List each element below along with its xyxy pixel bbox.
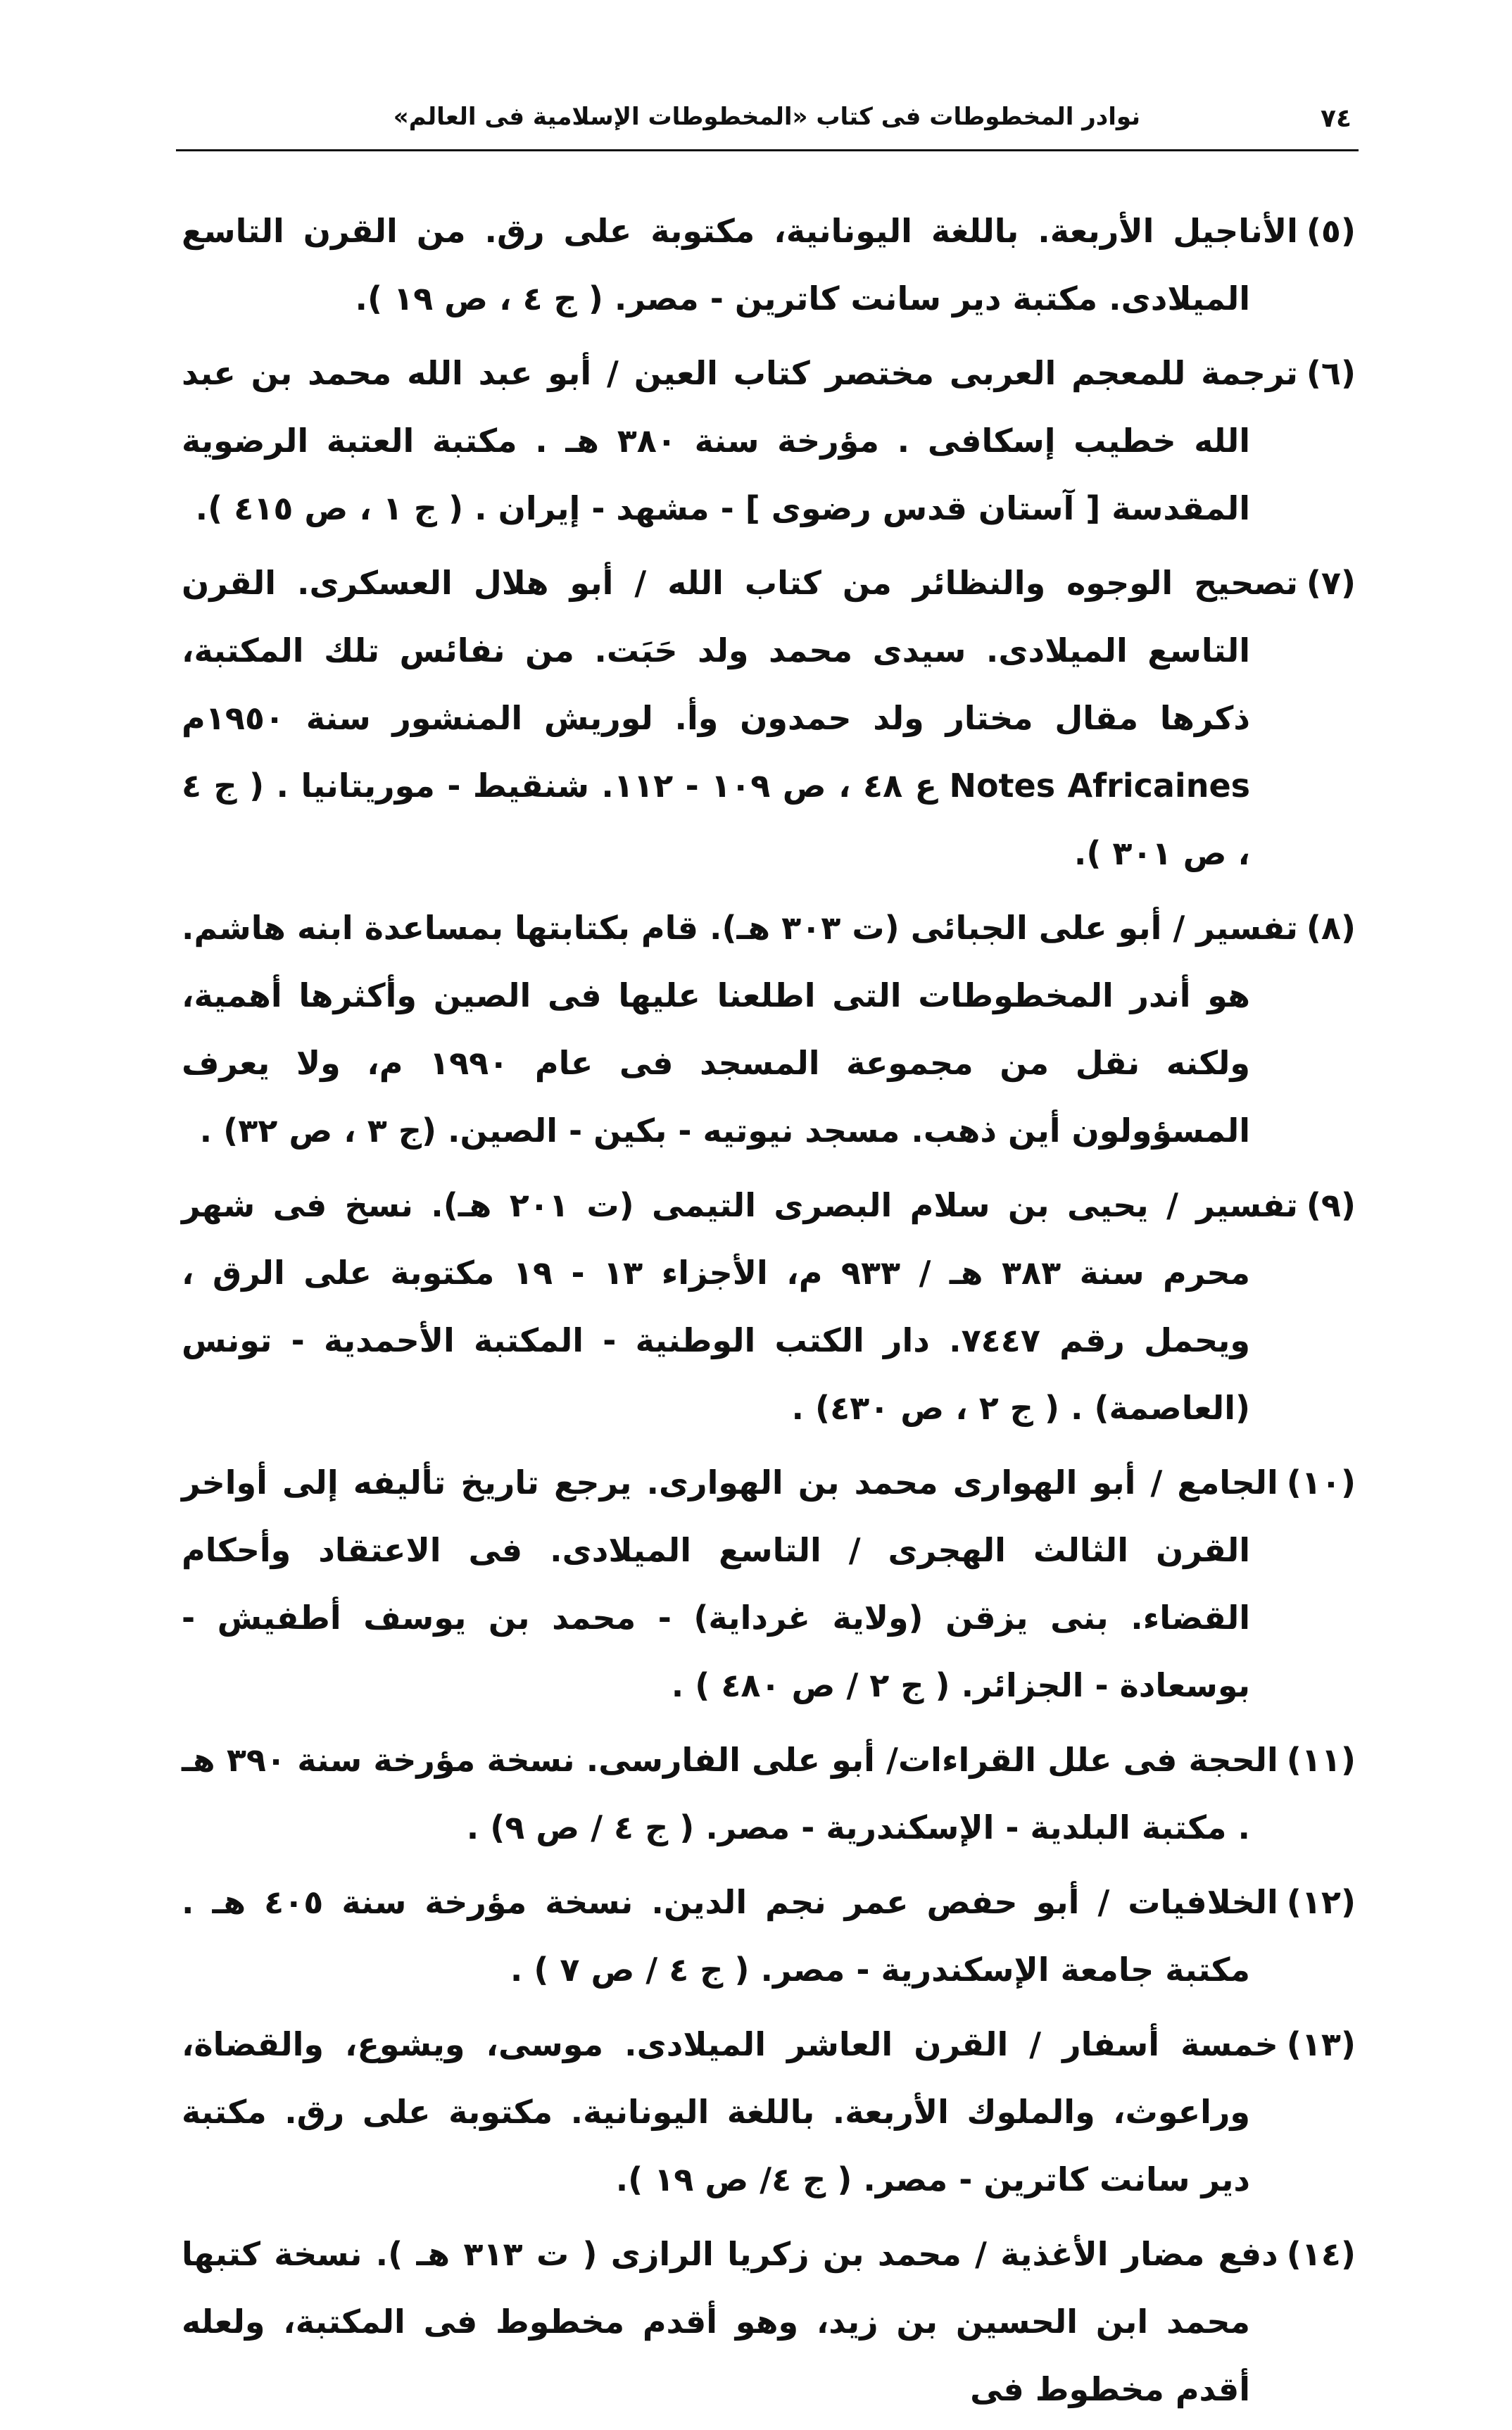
entry-number: (٦) (1306, 354, 1356, 392)
page-number: ٧٤ (1321, 104, 1352, 133)
entry-text: تفسير / يحيى بن سلام البصرى التيمى (ت ٢٠١ هـ). نسخ فى شهر محرم سنة ٣٨٣ هـ / ٩٣٣ م، الأجزاء ١٣ - ١٩ مكتوبة على الرق ، ويحمل رقم ٧٤٤٧. دار الكتب الوطنية - المكتبة الأحمدية - تونس (العاصمة) . ( ج ٢ ، ص ٤٣٠) . (182, 1186, 1298, 1427)
list-item (182, 339, 1356, 542)
entry-number: (١٣) (1286, 2025, 1356, 2063)
entry-text: خمسة أسفار / القرن العاشر الميلادى. موسى، ويشوع، والقضاة، وراعوث، والملوك الأربعة. باللغة اليونانية. مكتوبة على رق. مكتبة دير سانت كاترين - مصر. ( ج ٤/ ص ١٩ ). (182, 2025, 1278, 2198)
list-item (182, 197, 1356, 332)
entry-text: تفسير / أبو على الجبائى (ت ٣٠٣ هـ). قام بكتابتها بمساعدة ابنه هاشم. هو أندر المخطوطات التى اطلعنا عليها فى الصين وأكثرها أهمية، ولكنه نقل من مجموعة المسجد فى عام ١٩٩٠ م، ولا يعرف المسؤولون أين ذهب. مسجد نيوتيه - بكين - الصين. (ج ٣ ، ص ٣٢) . (182, 909, 1298, 1150)
entry-text: الحجة فى علل القراءات/ أبو على الفارسى. نسخة مؤرخة سنة ٣٩٠ هـ . مكتبة البلدية - الإسكندرية - مصر. ( ج ٤ / ص ٩) . (182, 1741, 1278, 1846)
running-title: نوادر المخطوطات فى كتاب «المخطوطات الإسلامية فى العالم» (393, 103, 1140, 131)
entry-number: (٨) (1306, 909, 1356, 947)
entry-number: (٧) (1306, 564, 1356, 602)
entry-number: (٩) (1306, 1186, 1356, 1224)
page-header (183, 97, 1352, 139)
list-item (182, 2220, 1356, 2423)
list-item (182, 1726, 1356, 1861)
entry-text: الأناجيل الأربعة. باللغة اليونانية، مكتوبة على رق. من القرن التاسع الميلادى. مكتبة دير سانت كاترين - مصر. ( ج ٤ ، ص ١٩ ). (182, 212, 1298, 317)
header-rule (176, 149, 1359, 151)
entry-number: (١٤) (1286, 2235, 1356, 2273)
entry-text: دفع مضار الأغذية / محمد بن زكريا الرازى ( ت ٣١٣ هـ ). نسخة كتبها محمد ابن الحسين بن زيد، وهو أقدم مخطوط فى المكتبة، ولعله أقدم مخطوط فى (182, 2235, 1278, 2408)
list-item (182, 549, 1356, 887)
entry-number: (١١) (1286, 1741, 1356, 1779)
list-item (182, 2010, 1356, 2213)
entry-number: (١٠) (1286, 1463, 1356, 1502)
list-item (182, 1171, 1356, 1442)
entry-text: ترجمة للمعجم العربى مختصر كتاب العين / أبو عبد الله محمد بن عبد الله خطيب إسكافى . مؤرخة سنة ٣٨٠ هـ . مكتبة العتبة الرضوية المقدسة [ آستان قدس رضوى ] - مشهد - إيران . ( ج ١ ، ص ٤١٥ ). (182, 354, 1298, 527)
entry-number: (٥) (1306, 212, 1356, 250)
entry-list (182, 197, 1356, 2430)
entry-text: الجامع / أبو الهوارى محمد بن الهوارى. يرجع تاريخ تأليفه إلى أواخر القرن الثالث الهجرى / التاسع الميلادى. فى الاعتقاد وأحكام القضاء. بنى يزقن (ولاية غرداية) - محمد بن يوسف أطفيش - بوسعادة - الجزائر. ( ج ٢ / ص ٤٨٠ ) . (182, 1463, 1278, 1704)
entry-number: (١٢) (1286, 1883, 1356, 1921)
list-item (182, 1868, 1356, 2003)
entry-text: تصحيح الوجوه والنظائر من كتاب الله / أبو هلال العسكرى. القرن التاسع الميلادى. سيدى محمد ولد حَبَت. من نفائس تلك المكتبة، ذكرها مقال مختار ولد حمدون وأ. لوريش المنشور سنة ١٩٥٠م Notes Africaines ع ٤٨ ، ص ١٠٩ - ١١٢. شنقيط - موريتانيا . ( ج ٤ ، ص ٣٠١ ). (182, 564, 1298, 872)
entry-text: الخلافيات / أبو حفص عمر نجم الدين. نسخة مؤرخة سنة ٤٠٥ هـ . مكتبة جامعة الإسكندرية - مصر. ( ج ٤ / ص ٧ ) . (182, 1883, 1278, 1989)
list-item (182, 894, 1356, 1164)
list-item (182, 1449, 1356, 1719)
